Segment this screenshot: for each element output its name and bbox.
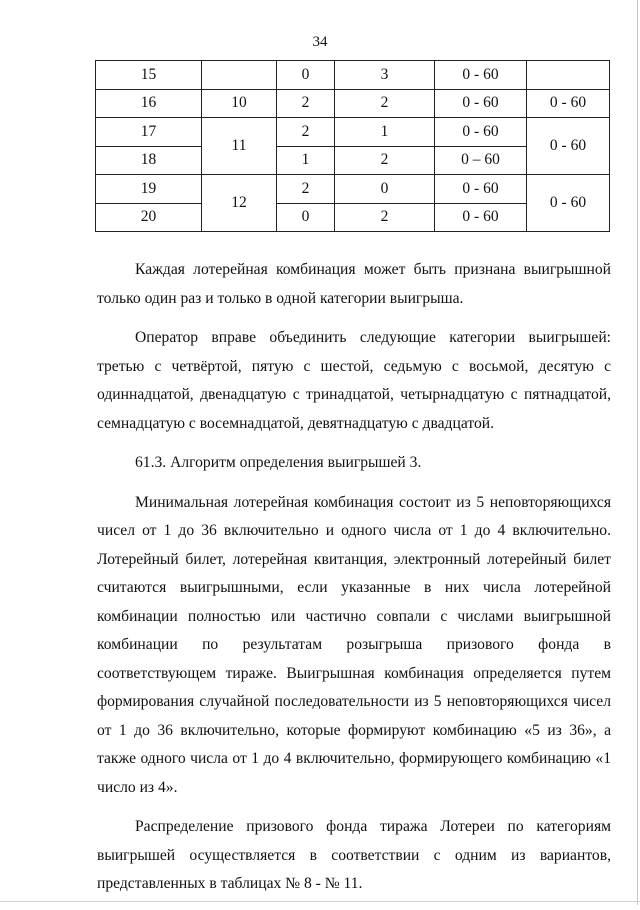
percent-range-cell: 0 - 60: [435, 61, 527, 90]
category-number-cell: 16: [96, 89, 202, 118]
share-cell: 0 - 60: [527, 89, 610, 118]
prize-distribution-table: [95, 60, 610, 232]
matches-main-cell: 0: [277, 61, 335, 90]
category-number-cell: 15: [96, 61, 202, 90]
matches-main-cell: 2: [277, 118, 335, 147]
page-edge-bottom: [0, 901, 640, 902]
category-number-cell: 19: [96, 175, 202, 204]
percent-range-cell: 0 - 60: [435, 203, 527, 232]
matches-extra-cell: 1: [335, 118, 435, 147]
page-number: 34: [312, 34, 328, 50]
share-cell: [527, 61, 610, 90]
group-cell: 12: [202, 175, 277, 232]
matches-extra-cell: 3: [335, 61, 435, 90]
paragraph-winning-once: Каждая лотерейная комбинация может быть признана выигрышной только один раз и только в одной категории выигрыша.: [97, 261, 611, 307]
paragraph-merge-categories: Оператор вправе объединить следующие категории выигрышей: третью с четвёртой, пятую с шестой, седьмую с восьмой, десятую с одиннадцатой, двенадцатую с тринадцатой, четырнадцатую с пятнадцатой, семнадцатую с восемнадцатой, девятнадцатую с двадцатой.: [97, 329, 611, 432]
percent-range-cell: 0 - 60: [435, 175, 527, 204]
percent-range-cell: 0 – 60: [435, 146, 527, 175]
paragraph-prize-distribution: Распределение призового фонда тиража Лотереи по категориям выигрышей осуществляется в соответствии с одним из вариантов, представленных в таблицах № 8 - № 11.: [97, 818, 611, 892]
table-row: [96, 118, 610, 147]
matches-main-cell: 0: [277, 203, 335, 232]
percent-range-cell: 0 - 60: [435, 89, 527, 118]
matches-extra-cell: 2: [335, 89, 435, 118]
paragraph-combination-rules: Минимальная лотерейная комбинация состоит из 5 неповторяющихся чисел от 1 до 36 включительно и одного числа от 1 до 4 включительно. Лотерейный билет, лотерейная квитанция, электронный лотерейный билет считаются выигрышными, если указанные в них числа лотерейной комбинации полностью или частично совпали с числами выигрышной комбинации по результатам розыгрыша призового фонда в соответствующем тираже. Выигрышная комбинация определяется путем формирования случайной последовательности из 5 неповторяющихся чисел от 1 до 36 включительно, которые формируют комбинацию «5 из 36», а также одного числа от 1 до 4 включительно, формирующего комбинацию «1 число из 4».: [97, 493, 611, 796]
matches-extra-cell: 0: [335, 175, 435, 204]
matches-extra-cell: 2: [335, 203, 435, 232]
category-number-cell: 20: [96, 203, 202, 232]
matches-extra-cell: 2: [335, 146, 435, 175]
table-row: [96, 175, 610, 204]
body-text: [97, 256, 611, 910]
share-cell: 0 - 60: [527, 175, 610, 232]
group-cell: 11: [202, 118, 277, 175]
table-row: [96, 61, 610, 90]
table-row: [96, 89, 610, 118]
matches-main-cell: 1: [277, 146, 335, 175]
group-cell: [202, 61, 277, 90]
matches-main-cell: 2: [277, 175, 335, 204]
share-cell: 0 - 60: [527, 118, 610, 175]
percent-range-cell: 0 - 60: [435, 118, 527, 147]
category-number-cell: 17: [96, 118, 202, 147]
group-cell: 10: [202, 89, 277, 118]
category-number-cell: 18: [96, 146, 202, 175]
matches-main-cell: 2: [277, 89, 335, 118]
section-heading: 61.3. Алгоритм определения выигрышей 3.: [135, 454, 422, 471]
page-edge-right: [637, 0, 638, 905]
